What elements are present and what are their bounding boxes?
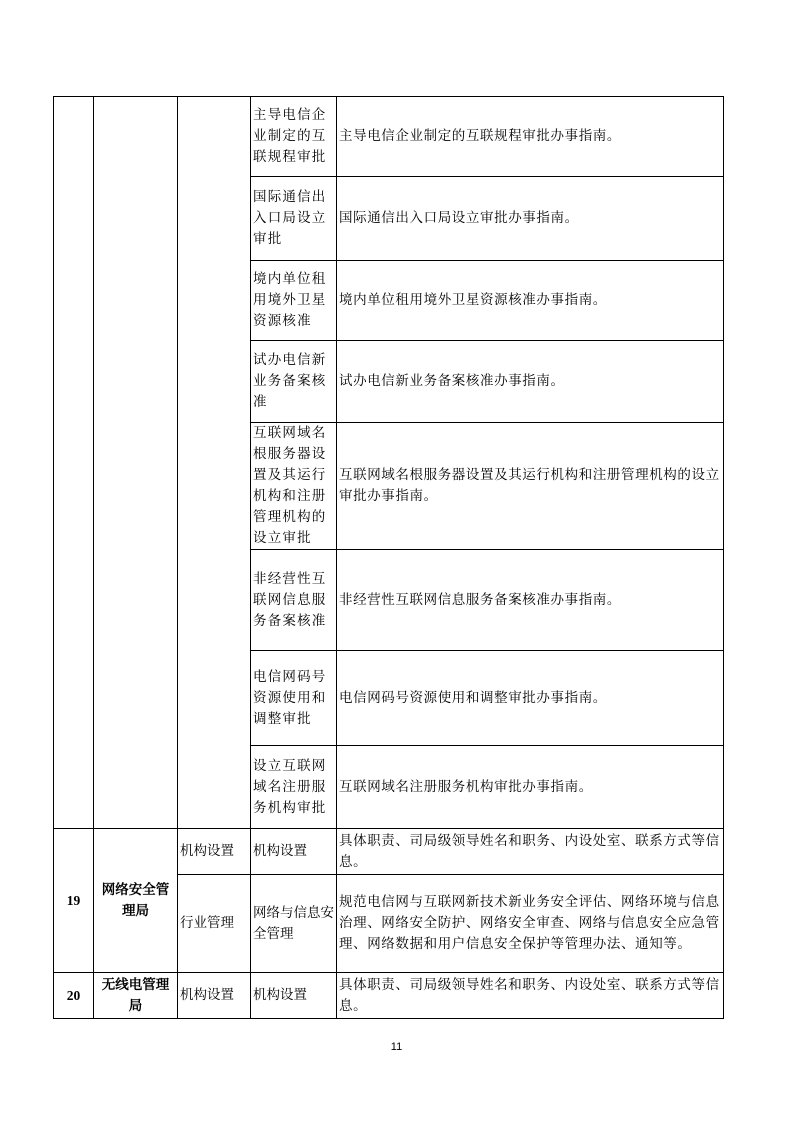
row-number: 20 [54, 973, 94, 1019]
category-cell: 机构设置 [178, 829, 251, 875]
subcategory-cell: 机构设置 [251, 973, 337, 1019]
category-cell: 机构设置 [178, 973, 251, 1019]
page-number: 11 [390, 1041, 403, 1053]
item-cell: 试办电信新业务备案核准 [251, 341, 337, 423]
description-cell: 电信网码号资源使用和调整审批办事指南。 [337, 651, 724, 746]
subcategory-cell: 网络与信息安全管理 [251, 875, 337, 973]
disclosure-table [53, 96, 724, 1019]
number-cell-continued [54, 97, 94, 829]
table-row [54, 97, 724, 177]
department-name: 无线电管理局 [94, 973, 178, 1019]
department-cell-continued [94, 97, 178, 829]
description-cell: 境内单位租用境外卫星资源核准办事指南。 [337, 261, 724, 341]
item-cell: 境内单位租用境外卫星资源核准 [251, 261, 337, 341]
category-cell: 行业管理 [178, 875, 251, 973]
description-cell: 非经营性互联网信息服务备案核准办事指南。 [337, 550, 724, 651]
description-cell: 具体职责、司局级领导姓名和职务、内设处室、联系方式等信息。 [337, 829, 724, 875]
description-cell: 国际通信出入口局设立审批办事指南。 [337, 177, 724, 261]
item-cell: 电信网码号资源使用和调整审批 [251, 651, 337, 746]
item-cell: 互联网域名根服务器设置及其运行机构和注册管理机构的设立审批 [251, 423, 337, 550]
row-number: 19 [54, 829, 94, 973]
item-cell: 国际通信出入口局设立审批 [251, 177, 337, 261]
table-row [54, 829, 724, 875]
category-cell-continued [178, 97, 251, 829]
table-row [54, 973, 724, 1019]
description-cell: 具体职责、司局级领导姓名和职务、内设处室、联系方式等信息。 [337, 973, 724, 1019]
item-cell: 非经营性互联网信息服务备案核准 [251, 550, 337, 651]
item-cell: 主导电信企业制定的互联规程审批 [251, 97, 337, 177]
description-cell: 主导电信企业制定的互联规程审批办事指南。 [337, 97, 724, 177]
department-name: 网络安全管理局 [94, 829, 178, 973]
item-cell: 设立互联网域名注册服务机构审批 [251, 746, 337, 829]
description-cell: 互联网域名根服务器设置及其运行机构和注册管理机构的设立审批办事指南。 [337, 423, 724, 550]
description-cell: 互联网域名注册服务机构审批办事指南。 [337, 746, 724, 829]
description-cell: 试办电信新业务备案核准办事指南。 [337, 341, 724, 423]
description-cell: 规范电信网与互联网新技术新业务安全评估、网络环境与信息治理、网络安全防护、网络安全审查、网络与信息安全应急管理、网络数据和用户信息安全保护等管理办法、通知等。 [337, 875, 724, 973]
subcategory-cell: 机构设置 [251, 829, 337, 875]
